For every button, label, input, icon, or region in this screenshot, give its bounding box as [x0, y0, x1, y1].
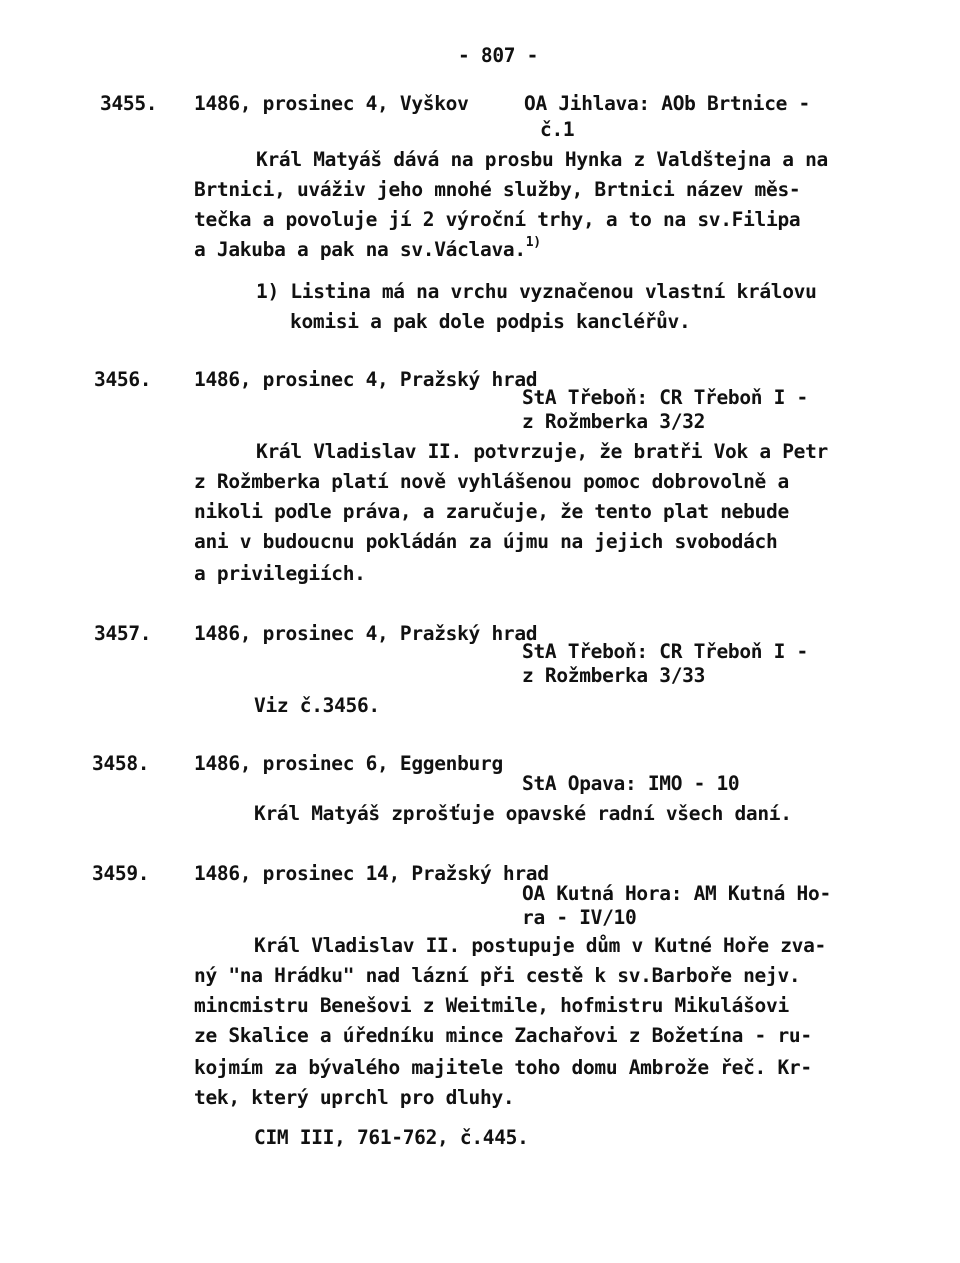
- entry-number: 3455.: [100, 92, 158, 115]
- entry-number: 3459.: [92, 862, 150, 885]
- body-line: Král Vladislav II. potvrzuje, že bratři Vok a Petr: [256, 440, 829, 463]
- entry-header: 1486, prosinec 4, Pražský hrad: [194, 622, 538, 645]
- body-line: tek, který uprchl pro dluhy.: [194, 1086, 515, 1109]
- body-line: nikoli podle práva, a zaručuje, že tento plat nebude: [194, 500, 789, 523]
- entry-number: 3456.: [94, 368, 152, 391]
- archive-line: StA Třeboň: CR Třeboň I -: [522, 386, 809, 409]
- archive-line: OA Kutná Hora: AM Kutná Ho-: [522, 882, 831, 905]
- citation-line: CIM III, 761-762, č.445.: [254, 1126, 529, 1149]
- entry-header: 1486, prosinec 14, Pražský hrad: [194, 862, 549, 885]
- page-number: - 807 -: [458, 44, 539, 67]
- body-line: Král Matyáš zprošťuje opavské radní všech daní.: [254, 802, 792, 825]
- body-line: ani v budoucnu pokládán za újmu na jejich svobodách: [194, 530, 778, 553]
- footnote-line: komisi a pak dole podpis kancléřův.: [290, 310, 691, 333]
- body-line: z Rožmberka platí nově vyhlášenou pomoc dobrovolně a: [194, 470, 789, 493]
- body-line: mincmistru Benešovi z Weitmile, hofmistru Mikulášovi: [194, 994, 789, 1017]
- body-line: Král Vladislav II. postupuje dům v Kutné Hoře zva-: [254, 934, 827, 957]
- archive-line: č.1: [540, 118, 575, 141]
- entry-number: 3457.: [94, 622, 152, 645]
- archive-line: StA Třeboň: CR Třeboň I -: [522, 640, 809, 663]
- body-line: ný "na Hrádku" nad lázní při cestě k sv.Barboře nejv.: [194, 964, 801, 987]
- archive-line: z Rožmberka 3/32: [522, 410, 706, 433]
- entry-header: 1486, prosinec 4, Pražský hrad: [194, 368, 538, 391]
- entry-number: 3458.: [92, 752, 150, 775]
- body-line: ze Skalice a úředníku mince Zachařovi z Božetína - ru-: [194, 1024, 812, 1047]
- body-text: a Jakuba a pak na sv.Václava.: [194, 238, 526, 261]
- body-line: [194, 235, 541, 265]
- body-line: a privilegiích.: [194, 562, 366, 585]
- archive-line: z Rožmberka 3/33: [522, 664, 706, 687]
- body-line: Brtnici, uváživ jeho mnohé služby, Brtnici název měs-: [194, 178, 801, 201]
- archive-line: ra - IV/10: [522, 906, 637, 929]
- entry-header: 1486, prosinec 4, Vyškov: [194, 92, 469, 115]
- archive-line: OA Jihlava: AOb Brtnice -: [524, 92, 811, 115]
- entry-header: 1486, prosinec 6, Eggenburg: [194, 752, 503, 775]
- footnote-line: 1) Listina má na vrchu vyznačenou vlastní královu: [256, 280, 817, 303]
- body-line: tečka a povoluje jí 2 výroční trhy, a to na sv.Filipa: [194, 208, 801, 231]
- archive-line: StA Opava: IMO - 10: [522, 772, 740, 795]
- body-line: Král Matyáš dává na prosbu Hynka z Valdštejna a na: [256, 148, 829, 171]
- body-line: Viz č.3456.: [254, 694, 380, 717]
- footnote-marker: 1): [525, 235, 541, 250]
- body-line: kojmím za bývalého majitele toho domu Ambrože řeč. Kr-: [194, 1056, 812, 1079]
